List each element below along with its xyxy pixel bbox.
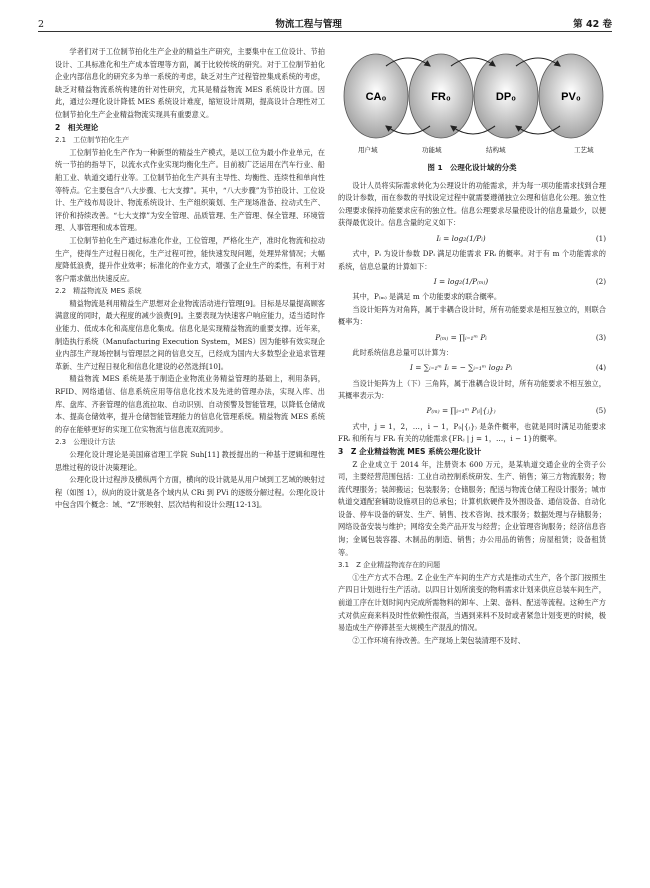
running-header [38,12,612,30]
paragraph: ②工作环境有待改善。生产现场上架包装清理不及时、 [352,635,525,645]
equation-2 [338,274,606,290]
subsection-heading-2-1: 2.1 工位制节拍化生产 [55,136,130,145]
node-label-dp: DP₀ [495,91,517,103]
paragraph: 式中，Pᵢ 为设计参数 DPᵢ 满足功能需求 FRᵢ 的概率。对于有 m 个功能需求的系统，信息总量的计算如下： [338,248,606,271]
header-rule [38,31,612,32]
equation-body: P₍ₘ₎ = ∏ᵢ₌₁ᵐ Pᵢ [435,332,487,342]
equation-number: (5) [595,406,606,416]
equation-body: I = log₂(1/P₍ₘ₎) [433,276,489,286]
equation-number: (2) [595,276,606,286]
equation-body: P₍ₘ₎ = ∏ᵢ₌₁ᵐ P₍ᵢ|{ⱼ}₎ [426,406,496,416]
node-label-fr: FR₀ [431,91,451,103]
equation-number: (1) [595,233,606,243]
paragraph: 其中，P₍ₘ₎ 是满足 m 个功能要求的联合概率。 [352,292,502,302]
equation-1 [338,231,606,247]
right-column [338,46,606,647]
paragraph: ①生产方式不合理。Z 企业生产车间的生产方式是推动式生产，各个部门按照生产四日计划进行生产活动。以四日计划所演变的物料需求计划来供应总装车间生产，前道工序在计划时间内完成所需物料的卸车、上架、备料、配送等流程。这种生产方式对供应商来料及时性依赖性很高，当遇到来料不及时或者紧急计划变更的时候，极易造成生产停滞甚至大规模生产混乱的情况。 [338,572,606,633]
figure-caption: 图 1 公理化设计域的分类 [427,163,517,172]
paragraph: 当设计矩阵为上（下）三角阵，属于准耦合设计时，所有功能要求不相互独立，其概率表示为： [338,378,606,401]
equation-4 [338,361,606,377]
paragraph: Z 企业成立于 2014 年，注册资本 600 万元，是某轨道交通企业的全资子公司，主要经营范围包括：工业自动控制系统研发、生产、销售；第三方物流服务；物流代理服务；装卸搬运；包装服务；仓储服务；配送与物流仓储工程设计服务；城市轨道交通配套辅助设施项目的总承包；计算机软硬件及外围设备、通信设备、自动化设备、停车设备的研发、生产、销售、技术咨询、技术服务；数据处理与存储服务；网络设备安装与维护；网络安全类产品开发与经营；企业管理咨询服务；经济信息咨询；金属包装容器、木制品的制造、销售；办公用品的销售；房屋租赁；设备租赁等。 [338,459,606,557]
page-number: 2 [38,19,45,30]
node-label-pv: PV₀ [561,91,581,103]
paragraph: 精益物流 MES 系统是基于制造企业物流业务精益管理的基础上，利用条码，RFID、网络通信、信息系统应用等信息化技术及先进的管理办法，实现入库、出库、盘库、齐套管理的信息流拉取、自动识别、自动预警及智能管理，以降低仓储成本、提高仓储效率，提升仓储智能管理能力的信息化管理系统。精益物流 MES 系统的存在能够更好的实现工位实物流与信息流双流同步。 [55,374,325,434]
equation-3 [338,330,606,346]
paragraph: 工位制节拍化生产作为一种新型的精益生产模式，是以工位为最小作业单元，在统一节拍的指导下，以流水式作业实现均衡化生产。目前被广泛运用在汽车行业、船舶工业、轨道交通行业等。工位制节拍化生产具有主导性、均衡性、连续性和单向性等特点。它主要包含“八大步骤、七大支撑”。其中，“八大步骤”为节拍设计、工位设计、生产线布局设计、物流系统设计、生产组织策划、生产现场准备、拉动式生产、评价和持续改善。“七大支撑”为安全管理、品质管理、生产管理、保全管理、环境管理、人事管理和成本管理。 [55,147,325,233]
intro-paragraph: 学者们对于工位制节拍化生产企业的精益生产研究，主要集中在工位设计、节拍设计、工具标准化和生产成本管理等方面，属于比较传统的研究。对于工位制节拍化企业内部信息化的研究多为单一系统的考虑，缺乏对生产过程管控集成系统的考虑，缺乏对精益物流系统构建的针对性研究，尤其是精益物流 MES 系统设计方面。因此，通过公理化设计降低 MES 系统设计难度，缩短设计周期，提高设计合理性对工位制节拍化生产企业精益物流实现具有重要意义。 [55,47,325,119]
paragraph: 工位制节拍化生产通过标准化作业，工位管理，严格化生产，准时化物流和拉动生产，使得生产过程日视化，生产过程可控，能快速发现问题，处理异常情况；大幅度降低浪费，提升作业效率；标准化的作业方式，增强了企业生产的柔性，有利于对客户需求做出快速反应。 [55,235,325,283]
domain-label-user: 用户域 [358,146,378,154]
paragraph: 精益物流是利用精益生产思想对企业物流活动进行管理[9]。目标是尽量提高顾客满意度的同时，最大程度的减少浪费[9]。主要表现为快速客户响应能力，适当适时作业能力、低成本化和高度信息化集成。信息化是实现精益物流的重要支撑。近年来，制造执行系统（Manufacturing Execution System，MES）因为能够有效实现企业内部生产现场控制与管理层之间的信息交互，已经成为国内大多数型企业追求管理革新、生产过程日视化和信息化建设的必然选择[10]。 [55,298,325,371]
paragraph: 当设计矩阵为对角阵，属于非耦合设计时，所有功能要求是相互独立的，则联合概率为： [338,304,606,327]
domain-label-physical: 结构域 [486,146,506,154]
paragraph: 公理化设计过程涉及横纵两个方面，横向的设计就是从用户域到工艺域的映射过程（如图 1），纵向的设计就是各个域内从 CRi 到 PVi 的逐级分解过程。公理化设计中包含四个概念：域、“Z”形映射、层次结构和设计公理[12-13]。 [55,475,325,510]
equation-body: Iᵢ = log₂(1/Pᵢ) [436,233,486,243]
left-column [55,46,325,512]
section-heading-3: 3 Z 企业精益物流 MES 系统公理化设计 [338,446,482,456]
equation-number: (4) [595,363,606,373]
subsection-heading-3-1: 3.1 Z 企业精益物流存在的问题 [338,561,441,570]
paragraph: 设计人员将实际需求转化为公理设计的功能需求，并为每一项功能需求找到合理的设计参数，而在参数的寻找设定过程中就需要遵循独立公理和信息化公理。独立性公理要求保持功能要求应有的独立性。信息公理要求尽量使设计的信息量最少，以便获得最优设计。信息含量的定义如下： [338,180,606,228]
subsection-heading-2-3: 2.3 公理设计方法 [55,438,116,447]
domain-label-process: 工艺域 [574,146,594,154]
node-label-ca: CA₀ [365,91,387,103]
equation-5 [338,404,606,420]
equation-body: I = ∑ᵢ₌₁ᵐ Iᵢ = − ∑ᵢ₌₁ᵐ log₂ Pᵢ [410,363,512,373]
journal-title: 物流工程与管理 [275,19,342,30]
paragraph: 此时系统信息总量可以计算为： [352,347,454,357]
paragraph: 式中，j = 1，2，…，i − 1，P₍ᵢ|{ⱼ}₎ 是条件概率，也就是同时满足功能要求 FRᵢ 和所有与 FRᵢ 有关的功能需求{FRⱼ | j = 1，…，i − 1}的概率。 [338,421,606,444]
subsection-heading-2-2: 2.2 精益物流及 MES 系统 [55,287,142,296]
volume-label: 第 42 卷 [573,19,612,30]
section-heading-theory: 2 相关理论 [55,122,99,132]
domain-diagram [338,46,606,158]
equation-number: (3) [595,332,606,342]
figure-1 [338,46,606,158]
domain-label-functional: 功能域 [422,146,442,154]
paragraph: 公理化设计理论是美国麻省理工学院 Suh[11] 教授提出的一种基于逻辑和理性思维过程的设计决策理论。 [55,450,325,472]
